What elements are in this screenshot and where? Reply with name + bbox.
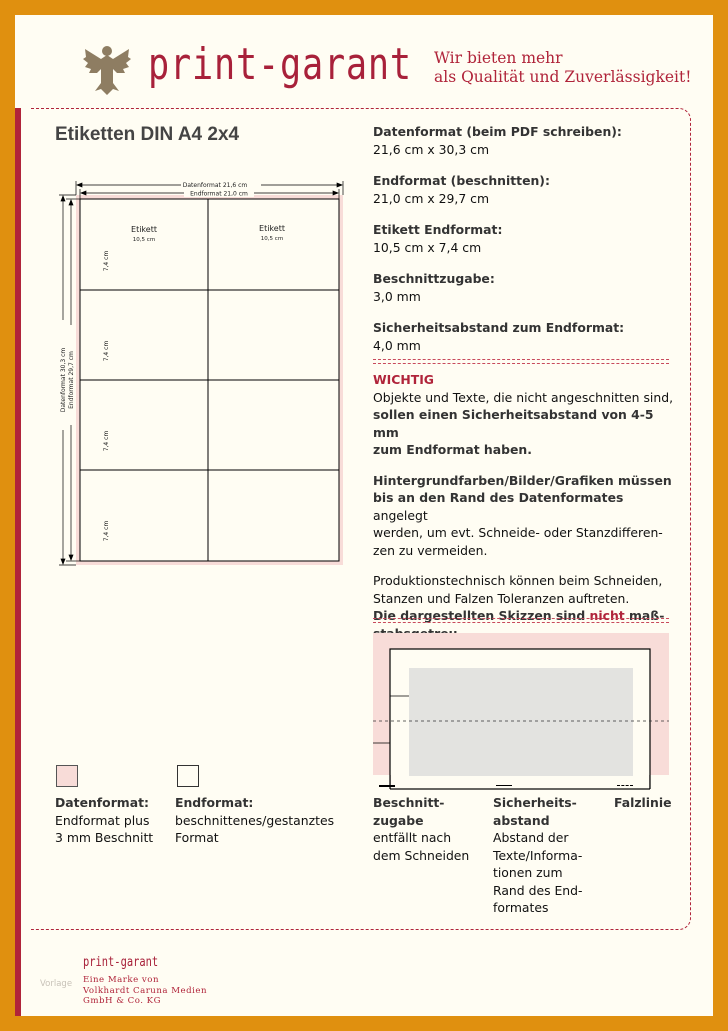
legend-title: abstand <box>493 812 550 828</box>
note-span: bis an den Rand des Datenformates <box>373 490 624 505</box>
footer-company <box>83 975 207 1007</box>
spec-etikett <box>373 221 673 256</box>
note-line: Stanzen und Falzen Toleranzen auftreten. <box>373 590 630 606</box>
note-line: Produktionstechnisch können beim Schneiden, <box>373 573 663 588</box>
tagline-line-1: Wir bieten mehr <box>434 49 563 67</box>
label-width-left: 10,5 cm <box>132 237 156 243</box>
legend-sicherheitsabstand <box>493 794 583 917</box>
note-line: werden, um evt. Schneide- oder Stanzdifferen- <box>373 525 663 540</box>
spec-label: Endformat (beschnitten): <box>373 173 550 188</box>
fold-line-swatch <box>617 785 633 786</box>
legend-line: dem Schneiden <box>373 847 470 863</box>
label-name-right: Etikett <box>259 224 285 233</box>
row-height-4: 7,4 cm <box>103 520 110 542</box>
document-page <box>15 15 713 1016</box>
legend-title: Endformat: <box>175 795 254 810</box>
bleed-line-swatch <box>379 785 395 787</box>
note-line: Hintergrundfarben/Bilder/Grafiken müssen <box>373 472 672 488</box>
spec-value: 4,0 mm <box>373 337 421 353</box>
spec-value: 21,6 cm x 30,3 cm <box>373 141 490 157</box>
legend-line: tionen zum <box>493 865 563 880</box>
row-height-1: 7,4 cm <box>103 250 110 272</box>
page-title: Etiketten DIN A4 2x4 <box>55 124 240 145</box>
note-span: maß- <box>624 608 665 623</box>
spec-value: 10,5 cm x 7,4 cm <box>373 239 482 255</box>
tagline <box>434 49 691 87</box>
format-diagram <box>51 175 351 575</box>
endformat-width-label: Endformat 21,0 cm <box>190 190 248 198</box>
legend-falzlinie <box>614 794 672 812</box>
separator <box>373 618 669 623</box>
note-span: angelegt <box>373 507 428 523</box>
bleed-swatch <box>56 765 78 787</box>
safety-line-swatch <box>496 785 512 786</box>
trim-swatch <box>177 765 199 787</box>
spec-beschnitt <box>373 270 673 305</box>
legend-line: entfällt nach <box>373 830 452 845</box>
spec-sicherheitsabstand <box>373 319 673 354</box>
note-span-highlight: nicht <box>589 608 625 623</box>
spec-label: Beschnittzugabe: <box>373 271 495 286</box>
note-line: zum Endformat haben. <box>373 442 532 457</box>
spec-label: Etikett Endformat: <box>373 222 503 237</box>
spec-value: 21,0 cm x 29,7 cm <box>373 190 490 206</box>
tagline-line-2: als Qualität und Zuverlässigkeit! <box>434 68 692 86</box>
datenformat-height-label: Datenformat 30,3 cm <box>60 347 67 413</box>
red-side-bar <box>15 108 21 1016</box>
note-line: sollen einen Sicherheitsabstand von 4-5 mm <box>373 407 654 440</box>
datenformat-width-label: Datenformat 21,6 cm <box>182 182 248 189</box>
legend-line: Format <box>175 830 219 845</box>
brand-logo: print-garant <box>148 39 412 90</box>
legend-line: Abstand der <box>493 830 569 845</box>
legend-title: Falzlinie <box>614 795 672 810</box>
vorlage-watermark: Vorlage <box>40 979 73 989</box>
legend-line: formates <box>493 900 549 915</box>
legend-title: Sicherheits- <box>493 795 577 810</box>
note-span: Die dargestellten Skizzen sind <box>373 608 590 623</box>
sketch-safe-area <box>409 668 633 776</box>
legend-title: zugabe <box>373 812 424 828</box>
legend-line: 3 mm Beschnitt <box>55 830 154 845</box>
note-line: Objekte und Texte, die nicht angeschnitten sind, <box>373 389 674 405</box>
footer-line: Volkhardt Caruna Medien <box>83 985 207 996</box>
wichtig-heading: WICHTIG <box>373 372 434 387</box>
row-height-3: 7,4 cm <box>103 430 110 452</box>
endformat-height-label: Endformat 29,7 cm <box>68 351 75 409</box>
label-name-left: Etikett <box>131 225 157 234</box>
footer-brand: print-garant <box>83 955 159 970</box>
spec-label: Datenformat (beim PDF schreiben): <box>373 124 622 139</box>
legend-title: Beschnitt- <box>373 795 445 810</box>
legend-title: Datenformat: <box>55 795 149 810</box>
legend-datenformat <box>55 794 153 847</box>
legend-line: Rand des End- <box>493 882 583 898</box>
separator <box>373 359 669 364</box>
spec-value: 3,0 mm <box>373 288 421 304</box>
legend-line: beschnittenes/gestanztes <box>175 812 335 828</box>
label-width-right: 10,5 cm <box>260 236 284 242</box>
detail-sketch <box>373 633 673 803</box>
legend-beschnitt <box>373 794 469 864</box>
row-height-2: 7,4 cm <box>103 340 110 362</box>
spec-datenformat <box>373 123 673 158</box>
notes-block <box>373 371 673 642</box>
legend-line: Endformat plus <box>55 812 150 828</box>
note-line: zen zu vermeiden. <box>373 542 488 558</box>
legend-line: Texte/Informa- <box>493 847 583 863</box>
legend-endformat <box>175 794 334 847</box>
eagle-logo-icon <box>83 43 131 95</box>
spec-endformat <box>373 172 673 207</box>
spec-label: Sicherheitsabstand zum Endformat: <box>373 320 625 335</box>
footer-line: Eine Marke von <box>83 975 159 985</box>
footer-line: GmbH & Co. KG <box>83 996 161 1006</box>
